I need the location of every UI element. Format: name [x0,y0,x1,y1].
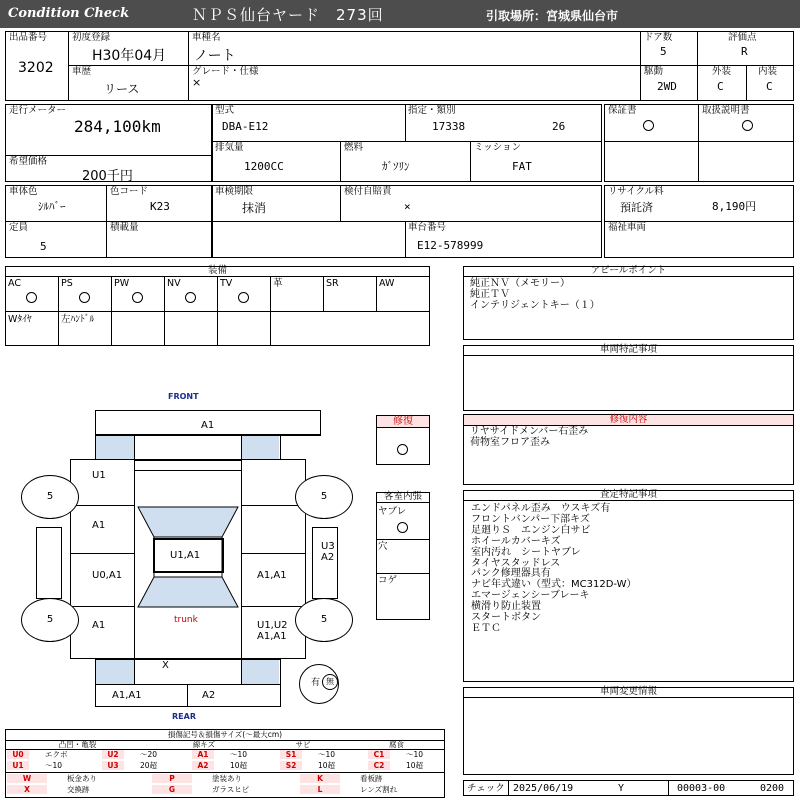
cabin-yabure-circle-icon [397,522,408,533]
repair-circle-icon [397,444,408,455]
mark-rear-x: X [162,660,169,671]
welfare-label: 福祉車両 [608,222,647,233]
doors-label: ドア数 [644,32,673,43]
equip-aw-label: AW [379,278,395,289]
chassis-value: E12-578999 [417,239,484,252]
legend-meaning: 板金あり [67,774,97,783]
exterior-value: C [717,80,724,93]
equip-pw-label: PW [114,278,130,289]
appeal-line: インテリジェントキー（１） [470,300,600,311]
spare-yes-label: 有 [311,678,321,688]
equip-pw-circle-icon [132,292,143,303]
app-title: Condition Check [8,6,130,21]
equip-row2-label: Wﾀｲﾔ [8,314,32,325]
legend-title: 損傷記号＆損傷サイズ(〜最大cm) [167,730,283,739]
wheel-front-right: 5 [295,475,353,519]
exterior-label: 外装 [712,66,732,77]
record-code: 00003-00 [677,783,726,794]
score-label: 評価点 [728,32,757,43]
equip-nv-circle-icon [185,292,196,303]
trunk-label: trunk [174,615,198,625]
legend-size: エクボ [45,750,68,759]
wheel-front-left: 5 [21,475,79,519]
inspection-note-line: パンク修理器具有 [471,568,551,580]
legend-code: A1 [192,750,214,759]
insurance-label: 検付自賠責 [344,186,392,197]
legend-size: 〜10 [406,750,424,759]
interior-label: 内装 [758,66,778,77]
appeal-line: 純正ＴＶ [470,289,510,300]
repair-detail-title: 修復内容 [463,414,794,426]
legend-code: S2 [280,761,302,770]
designation-value: 17338 [432,120,466,133]
color-label: 車体色 [9,186,38,197]
record-suffix: 0200 [760,783,785,794]
legend-group-label: 凸凹・亀裂 [58,740,97,749]
colorcode-label: 色コード [110,186,149,197]
colorcode-value: K23 [150,200,170,213]
spare-no-circle-icon: 無 [322,674,338,690]
special-notes-title: 車両特記事項 [463,345,794,356]
change-info-box [463,687,794,775]
legend-size: 〜20 [140,750,158,759]
legend-code: L [300,785,340,794]
legend-group-label: 線キズ [192,740,216,749]
legend-code: A2 [192,761,214,770]
appeal-title: アピールポイント [463,266,794,277]
legend-size: 20超 [140,761,158,770]
insurance-value: × [404,200,411,213]
doors-value: 5 [660,45,667,58]
mark-r-quarter: U1,U2 A1,A1 [257,620,288,642]
inspection-note-line: 室内汚れ シートヤブレ [471,546,581,558]
price-value: 200千円 [82,169,133,184]
mileage-label: 走行メーター [9,105,67,116]
header-bar [0,0,800,28]
fuel-value: ｶﾞｿﾘﾝ [382,160,410,173]
equip-nv-label: NV [167,278,181,289]
inspection-notes-title: 査定特記事項 [463,490,794,501]
type-label: 型式 [215,105,235,116]
mark-rear-bumper-right: A2 [202,690,216,701]
legend-code: C1 [368,750,390,759]
price-label: 希望価格 [9,156,48,167]
legend-meaning: 塗装あり [212,774,242,783]
fuel-label: 燃料 [344,142,364,153]
inspection-note-line: ホイールカバーキズ [471,535,561,547]
inspection-note-line: 横滑り防止装置 [471,601,541,613]
displacement-label: 排気量 [215,142,244,153]
model-name-label: 車種名 [192,32,221,43]
recycle-fee: 8,190円 [712,200,757,213]
mileage-value: 284,100km [74,117,161,136]
score-value: R [741,45,748,58]
mark-lf-door: A1 [92,520,106,531]
front-label: FRONT [168,392,199,401]
repair-detail-line: リヤサイドメンバー右歪み [470,426,589,437]
legend-size: 〜10 [45,761,63,770]
pickup-location: 引取場所：宮城県仙台市 [486,9,619,23]
legend-code: K [300,774,340,783]
equip-tv-circle-icon [238,292,249,303]
mark-r-rear-door: A1,A1 [257,570,287,581]
legend-meaning: 交換跡 [67,785,90,794]
change-info-title: 車両変更情報 [463,687,794,698]
recycle-label: リサイクル料 [608,186,664,197]
equip-row2-label: 左ﾊﾝﾄﾞﾙ [61,314,95,325]
equip-ps-circle-icon [79,292,90,303]
mark-r-front-door: U3 A2 [321,541,335,563]
legend-size: 10超 [406,761,424,770]
inspection-note-line: スタートボタン [471,612,541,623]
lot-label: 出品番号 [9,32,48,43]
legend-meaning: 看板跡 [360,774,383,783]
inspection-note-line: エマージェンシーブレーキ [471,590,590,602]
legend-meaning: レンズ割れ [360,785,398,794]
check-label: チェック [467,783,505,794]
equip-革-label: 革 [273,278,283,289]
model-name-value: ノート [194,48,236,64]
rear-label: REAR [172,712,196,721]
legend-group-label: 腐食 [389,740,404,749]
inspection-note-line: ナビ年式違い（型式：MC312D-W） [471,579,637,591]
equipment-title: 装備 [5,266,430,277]
mark-l-quarter: A1 [92,620,106,631]
cabin-ana-label: 穴 [378,541,388,552]
legend-code: U2 [102,750,124,759]
legend-code: W [7,774,47,783]
cabin-koge-label: コゲ [378,575,398,586]
appeal-line: 純正ＮＶ（メモリー） [470,278,570,289]
mark-hood: A1 [201,420,215,431]
mark-l-rear-door: U0,A1 [92,570,123,581]
capacity-label: 定員 [9,222,29,233]
legend-code: U3 [102,761,124,770]
mark-rear-bumper-left: A1,A1 [112,690,142,701]
interior-value: C [766,80,773,93]
history-value: リース [104,82,140,96]
inspection-note-line: ＥＴＣ [471,622,501,634]
drive-value: 2WD [657,80,677,93]
cabin-title: 客室内張 [376,492,430,503]
repair-title: 修復 [376,415,430,428]
chassis-label: 車台番号 [408,222,447,233]
equip-sr-label: SR [326,278,339,289]
legend-size: 〜10 [318,750,336,759]
checker-initial: Y [618,783,625,794]
equip-ps-label: PS [61,278,73,289]
inspect-label: 車検期限 [215,186,254,197]
inspection-note-line: タイヤスタッドレス [471,557,561,569]
history-label: 車歴 [72,66,92,77]
legend-code: S1 [280,750,302,759]
legend-group-label: サビ [295,740,311,749]
legend-code: U0 [7,750,29,759]
inspection-note-line: フロントバンパー下部キズ [471,513,590,525]
legend-code: C2 [368,761,390,770]
drive-label: 駆動 [644,66,664,77]
first-reg-label: 初度登録 [72,32,111,43]
warranty-label: 保証書 [608,105,637,116]
mission-value: FAT [512,160,532,173]
grade-value: × [192,76,202,89]
legend-code: U1 [7,761,29,770]
equip-ac-label: AC [8,278,21,289]
manual-label: 取扱説明書 [702,105,750,116]
first-reg-value: H30年04月 [92,48,167,64]
legend-code: X [7,785,47,794]
manual-circle-icon [742,120,753,131]
category-value: 26 [552,120,566,133]
mark-lf-fender: U1 [92,470,106,481]
legend-meaning: ガラスヒビ [212,785,250,794]
legend-size: 10超 [318,761,336,770]
equip-ac-circle-icon [26,292,37,303]
inspect-value: 抹消 [242,201,267,215]
repair-detail-line: 荷物室フロア歪み [470,437,550,448]
venue-title: ＮＰＳ仙台ヤード 273回 [192,6,384,24]
inspection-note-line: 足廻りＳ エンジン白サビ [471,524,591,536]
legend-size: 〜10 [230,750,248,759]
load-label: 積載量 [110,222,139,233]
lot-number: 3202 [18,60,54,76]
check-date: 2025/06/19 [513,783,574,794]
mission-label: ミッション [474,142,522,153]
designation-label: 指定・類別 [408,105,456,116]
mark-roof: U1,A1 [170,550,201,561]
cabin-yabure-label: ヤブレ [378,506,407,517]
color-value: ｼﾙﾊﾞｰ [38,200,66,213]
displacement-value: 1200CC [244,160,284,173]
legend-code: G [152,785,192,794]
wheel-rear-right: 5 [295,598,353,642]
inspection-note-line: エンドパネル歪み ウスキズ有 [471,503,611,514]
warranty-circle-icon [643,120,654,131]
wheel-rear-left: 5 [21,598,79,642]
legend-size: 10超 [230,761,248,770]
legend-code: P [152,774,192,783]
grade-label: グレード・仕様 [192,66,259,77]
recycle-status: 預託済 [620,201,653,214]
equip-tv-label: TV [220,278,233,289]
capacity-value: 5 [40,240,47,253]
type-value: DBA-E12 [222,120,269,133]
